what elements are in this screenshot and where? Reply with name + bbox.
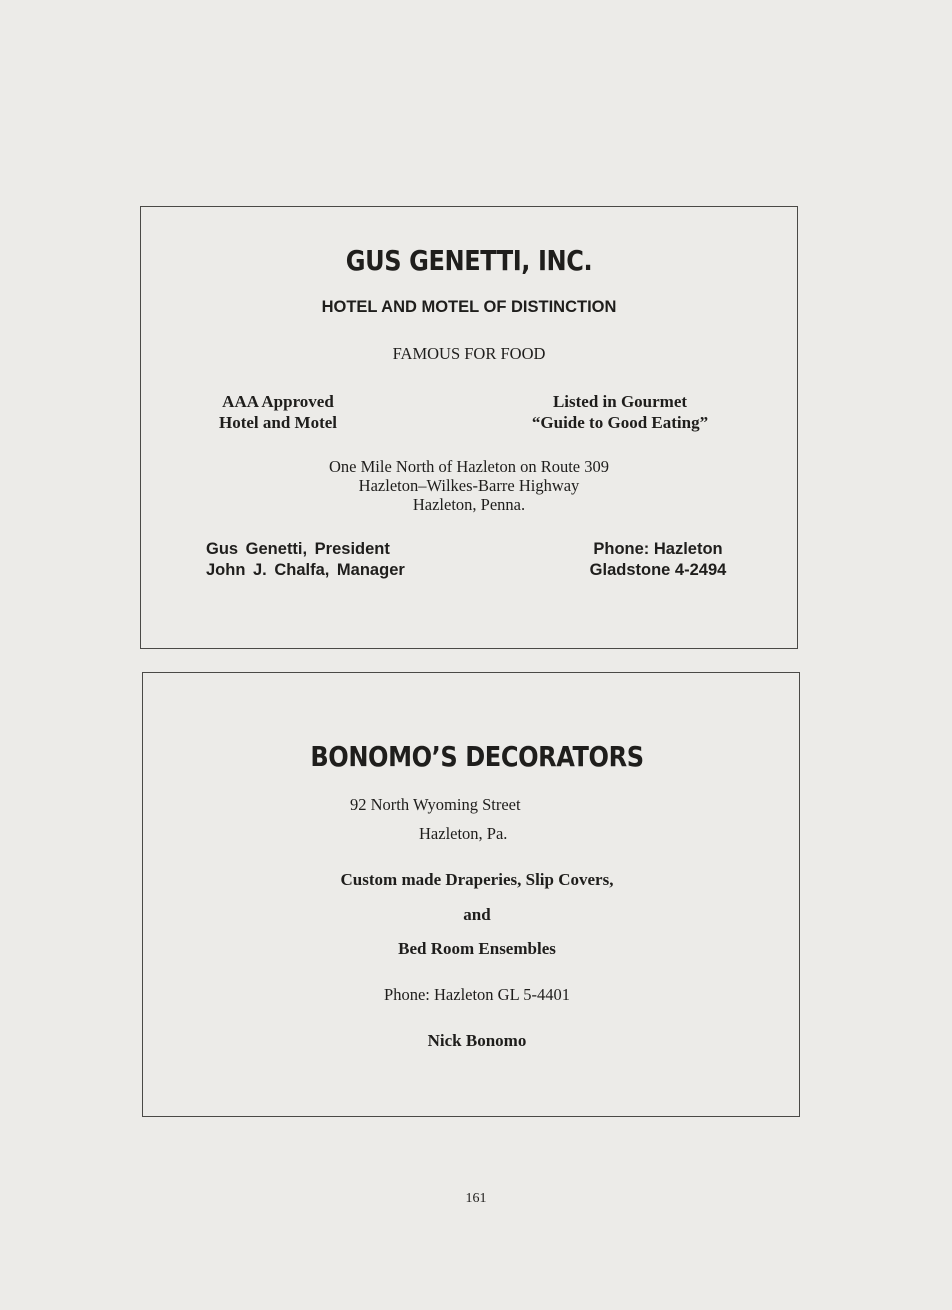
ad1-gourmet-line-2: “Guide to Good Eating” (531, 413, 709, 432)
ad2-phone: Phone: Hazleton GL 5-4401 (384, 985, 570, 1004)
ad1-aaa-line-1: AAA Approved (222, 392, 334, 411)
ad1-phone-line-2: Gladstone 4-2494 (589, 561, 727, 579)
ad2-contact-name: Nick Bonomo (427, 1031, 527, 1050)
ad1-tagline: HOTEL AND MOTEL OF DISTINCTION (321, 298, 617, 316)
ad1-president: Gus Genetti, President (206, 540, 390, 558)
ad1-staff (206, 539, 405, 581)
ad1-subtagline: FAMOUS FOR FOOD (392, 344, 546, 363)
ad2-services-line-2: Bed Room Ensembles (398, 939, 556, 958)
ad1-manager: John J. Chalfa, Manager (206, 561, 405, 579)
ad1-business-name: GUS GENETTI, INC. (345, 244, 593, 277)
ad2-business-name: BONOMO’S DECORATORS (310, 740, 644, 773)
ad1-address-line-1: One Mile North of Hazleton on Route 309 (329, 457, 609, 476)
ad1-aaa-approval (196, 391, 360, 433)
ad1-address (140, 457, 798, 514)
ad1-gourmet-line-1: Listed in Gourmet (552, 392, 688, 411)
ad1-address-line-2: Hazleton–Wilkes-Barre Highway (358, 476, 580, 495)
ad2-services-and: and (463, 905, 491, 924)
ad1-gourmet-listing (496, 391, 744, 433)
ad2-street: 92 North Wyoming Street (350, 795, 521, 814)
page-number: 161 (465, 1191, 487, 1206)
ad1-phone-line-1: Phone: Hazleton (593, 540, 723, 558)
ad1-address-line-3: Hazleton, Penna. (412, 495, 526, 514)
ad2-services-line-1: Custom made Draperies, Slip Covers, (340, 870, 614, 889)
ad2-city: Hazleton, Pa. (419, 824, 508, 843)
ad1-phone (572, 539, 744, 581)
ad1-aaa-line-2: Hotel and Motel (218, 413, 338, 432)
